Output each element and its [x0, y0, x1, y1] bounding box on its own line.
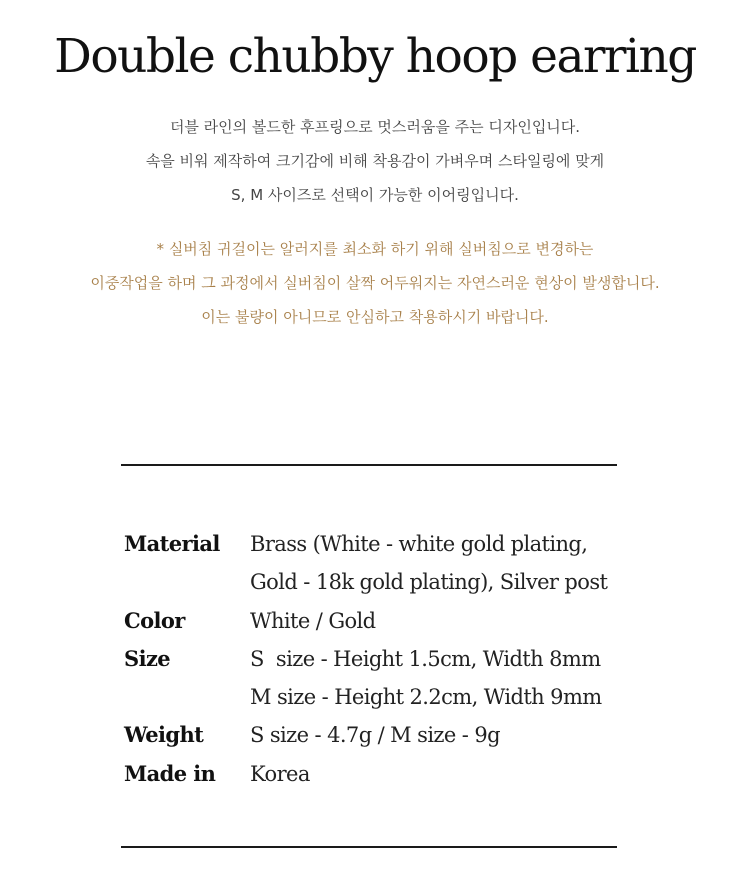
product-description	[0, 110, 750, 212]
spec-value-material	[250, 525, 607, 602]
spec-value-line: S size - 4.7g / M size - 9g	[250, 723, 500, 748]
description-line: 더블 라인의 볼드한 후프링으로 멋스러움을 주는 디자인입니다.	[169, 118, 581, 136]
spec-label-made-in: Made in	[124, 760, 216, 786]
spec-value-size	[250, 640, 602, 717]
spec-value-line: Gold - 18k gold plating), Silver post	[250, 570, 608, 595]
spec-table	[124, 525, 607, 793]
spec-value-made-in	[250, 755, 310, 793]
spec-value-line: Korea	[250, 761, 310, 786]
spec-row-material	[124, 525, 607, 602]
spec-row-color	[124, 602, 607, 640]
spec-value-line: Brass (White - white gold plating,	[250, 532, 588, 556]
bottom-divider	[121, 846, 617, 848]
top-divider	[121, 464, 617, 466]
description-line: S, M 사이즈로 선택이 가능한 이어링입니다.	[231, 186, 519, 204]
spec-row-size	[124, 640, 607, 717]
spec-label-material: Material	[124, 531, 220, 556]
spec-value-line: White / Gold	[250, 608, 376, 633]
description-line: 속을 비워 제작하여 크기감에 비해 착용감이 가벼우며 스타일링에 맞게	[145, 152, 605, 170]
spec-row-made-in	[124, 755, 607, 793]
silver-post-notice	[0, 232, 750, 334]
notice-line: 이는 불량이 아니므로 안심하고 착용하시기 바랍니다.	[201, 308, 549, 326]
spec-value-line: S size - Height 1.5cm, Width 8mm	[250, 646, 601, 671]
product-title: Double chubby hoop earring	[54, 29, 696, 84]
spec-label-size: Size	[124, 645, 171, 671]
spec-value-color	[250, 602, 376, 640]
spec-value-weight	[250, 716, 500, 754]
spec-label-weight: Weight	[124, 722, 204, 748]
notice-line: * 실버침 귀걸이는 알러지를 최소화 하기 위해 실버침으로 변경하는	[156, 240, 594, 258]
notice-line: 이중작업을 하며 그 과정에서 실버침이 살짝 어두워지는 자연스러운 현상이 발생합니다.	[90, 274, 660, 292]
spec-label-color: Color	[124, 607, 185, 633]
spec-value-line: M size - Height 2.2cm, Width 9mm	[250, 685, 602, 710]
spec-row-weight	[124, 716, 607, 754]
